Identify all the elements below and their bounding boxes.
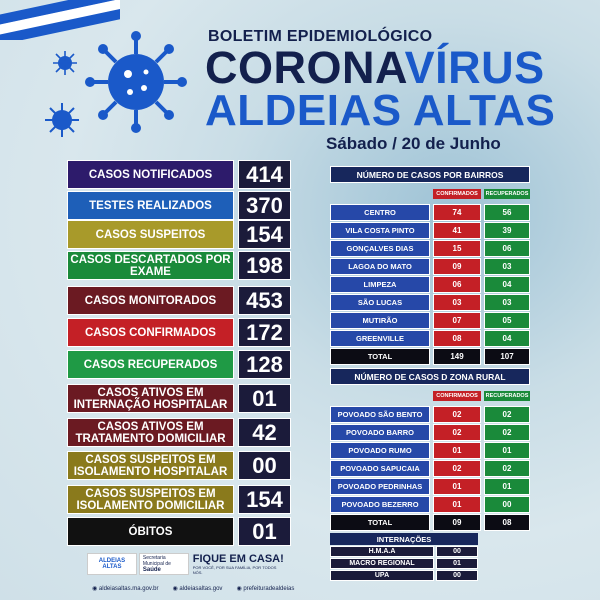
row-name: CENTRO <box>330 204 430 221</box>
stat-value: 154 <box>238 220 291 249</box>
stat-row <box>67 286 291 315</box>
internacao-name: H.M.A.A <box>330 546 434 557</box>
row-recovered: 01 <box>484 442 530 459</box>
total-row <box>330 348 530 365</box>
col-confirmed: CONFIRMADOS <box>433 189 481 199</box>
table-row <box>330 478 530 495</box>
rural-col-headers <box>330 391 530 401</box>
virus-icon-small-top <box>52 50 78 76</box>
stat-value: 154 <box>238 485 291 514</box>
social-links <box>92 585 294 592</box>
row-confirmed: 06 <box>433 276 481 293</box>
internacoes-title: INTERNAÇÕES <box>330 533 478 545</box>
row-confirmed: 15 <box>433 240 481 257</box>
row-confirmed: 01 <box>433 496 481 513</box>
slogan-text: FIQUE EM CASA! <box>192 553 284 565</box>
row-confirmed: 09 <box>433 258 481 275</box>
row-name: VILA COSTA PINTO <box>330 222 430 239</box>
table-row <box>330 222 530 239</box>
row-recovered: 39 <box>484 222 530 239</box>
row-confirmed: 02 <box>433 424 481 441</box>
row-name: GONÇALVES DIAS <box>330 240 430 257</box>
stat-label: CASOS SUSPEITOS EM ISOLAMENTO HOSPITALAR <box>67 451 234 480</box>
row-recovered: 05 <box>484 312 530 329</box>
stat-label: CASOS CONFIRMADOS <box>67 318 234 347</box>
row-recovered: 56 <box>484 204 530 221</box>
row-confirmed: 02 <box>433 406 481 423</box>
stat-label: CASOS SUSPEITOS EM ISOLAMENTO DOMICILIAR <box>67 485 234 514</box>
stat-value: 198 <box>238 251 291 280</box>
table-row <box>330 406 530 423</box>
virus-icon-small-bottom <box>44 102 80 138</box>
row-recovered: 02 <box>484 460 530 477</box>
stat-row <box>67 485 291 514</box>
social-link-2[interactable]: ◉ aldeiasaltas.gov <box>172 586 223 592</box>
row-name: POVOADO SAPUCAIA <box>330 460 430 477</box>
row-name: MUTIRÃO <box>330 312 430 329</box>
slogan-subtext: POR VOCÊ, POR SUA FAMÍLIA, POR TODOS NÓS. <box>192 565 277 575</box>
row-recovered: 04 <box>484 330 530 347</box>
internacoes-rows <box>330 546 478 581</box>
bairros-rows <box>330 204 530 365</box>
table-row <box>330 496 530 513</box>
stat-label: CASOS MONITORADOS <box>67 286 234 315</box>
sec-line2: Municipal de <box>142 561 171 567</box>
row-confirmed: 74 <box>433 204 481 221</box>
bairros-col-headers <box>330 189 530 199</box>
row-name: LAGOA DO MATO <box>330 258 430 275</box>
stat-row <box>67 517 291 546</box>
row-recovered: 01 <box>484 478 530 495</box>
row-confirmed: 07 <box>433 312 481 329</box>
stat-label: TESTES REALIZADOS <box>67 191 234 220</box>
stat-value: 414 <box>238 160 291 189</box>
row-recovered: 00 <box>484 496 530 513</box>
row-name: LIMPEZA <box>330 276 430 293</box>
rural-panel <box>330 368 530 532</box>
social-text-3: prefeituradealdeias <box>243 586 295 592</box>
row-name: TOTAL <box>330 348 430 365</box>
table-row <box>330 424 530 441</box>
row-confirmed: 01 <box>433 442 481 459</box>
sec-line3: Saúde <box>142 567 161 573</box>
bairros-panel <box>330 166 530 366</box>
row-confirmed: 08 <box>433 330 481 347</box>
table-row <box>330 240 530 257</box>
stat-label: CASOS ATIVOS EM TRATAMENTO DOMICILIAR <box>67 418 234 447</box>
bulletin-date: Sábado / 20 de Junho <box>326 134 501 153</box>
row-recovered: 03 <box>484 258 530 275</box>
stat-value: 172 <box>238 318 291 347</box>
social-text-2: aldeiasaltas.gov <box>179 586 223 592</box>
row-confirmed: 01 <box>433 478 481 495</box>
row-recovered: 03 <box>484 294 530 311</box>
stat-label: CASOS ATIVOS EM INTERNAÇÃO HOSPITALAR <box>67 384 234 413</box>
website-link[interactable]: ◉ aldeiasaltas.ma.gov.br <box>92 586 159 592</box>
city-logo <box>87 553 137 575</box>
row-recovered: 08 <box>484 514 530 531</box>
stat-row <box>67 160 291 189</box>
logo-line2: ALTAS <box>102 564 122 570</box>
table-row <box>330 204 530 221</box>
stat-label: CASOS RECUPERADOS <box>67 350 234 379</box>
corona-text: CORONA <box>205 42 405 93</box>
social-link-3[interactable]: ◉ prefeituradealdeias <box>236 586 295 592</box>
bulletin-title: BOLETIM EPIDEMIOLÓGICO <box>208 28 433 45</box>
coronavirus-title <box>205 44 545 92</box>
internacao-value: 00 <box>436 570 478 581</box>
row-confirmed: 149 <box>433 348 481 365</box>
row-name: TOTAL <box>330 514 430 531</box>
city-title: ALDEIAS ALTAS <box>205 86 556 135</box>
table-row <box>330 460 530 477</box>
table-row <box>330 312 530 329</box>
virus-icon-large <box>84 30 188 134</box>
row-recovered: 107 <box>484 348 530 365</box>
logo-line1: ALDEIAS <box>98 558 126 564</box>
table-row <box>330 294 530 311</box>
stat-value: 01 <box>238 517 291 546</box>
stat-label: CASOS DESCARTADOS POR EXAME <box>67 251 234 280</box>
internacao-row <box>330 546 478 557</box>
stay-home-slogan <box>193 553 287 575</box>
rural-rows <box>330 406 530 531</box>
internacao-value: 00 <box>436 546 478 557</box>
stat-value: 370 <box>238 191 291 220</box>
row-name: POVOADO RUMO <box>330 442 430 459</box>
stat-value: 01 <box>238 384 291 413</box>
internacao-name: MACRO REGIONAL <box>330 558 434 569</box>
row-name: POVOADO BEZERRO <box>330 496 430 513</box>
stat-row <box>67 220 291 249</box>
internacao-name: UPA <box>330 570 434 581</box>
stat-label: CASOS NOTIFICADOS <box>67 160 234 189</box>
internacoes-panel <box>330 533 478 581</box>
stat-row <box>67 191 291 220</box>
stat-label: CASOS SUSPEITOS <box>67 220 234 249</box>
row-name: POVOADO SÃO BENTO <box>330 406 430 423</box>
col-confirmed: CONFIRMADOS <box>433 391 481 401</box>
stat-row <box>67 451 291 480</box>
virus-text: VÍRUS <box>404 42 545 93</box>
row-confirmed: 03 <box>433 294 481 311</box>
internacao-row <box>330 558 478 569</box>
stat-value: 42 <box>238 418 291 447</box>
stat-value: 00 <box>238 451 291 480</box>
row-name: POVOADO PEDRINHAS <box>330 478 430 495</box>
col-recovered: RECUPERADOS <box>485 393 529 399</box>
row-name: POVOADO BARRO <box>330 424 430 441</box>
internacao-value: 01 <box>436 558 478 569</box>
stat-value: 453 <box>238 286 291 315</box>
stat-value: 128 <box>238 350 291 379</box>
stat-label: ÓBITOS <box>67 517 234 546</box>
stat-row <box>67 318 291 347</box>
stat-row <box>67 418 291 447</box>
row-recovered: 02 <box>484 424 530 441</box>
bairros-title: NÚMERO DE CASOS POR BAIRROS <box>330 166 530 183</box>
table-row <box>330 330 530 347</box>
row-name: GREENVILLE <box>330 330 430 347</box>
stat-row <box>67 350 291 379</box>
footer-logos <box>87 550 287 578</box>
stat-row <box>67 251 291 280</box>
website-text: aldeiasaltas.ma.gov.br <box>98 586 159 592</box>
row-recovered: 04 <box>484 276 530 293</box>
row-recovered: 06 <box>484 240 530 257</box>
col-recovered: RECUPERADOS <box>485 191 529 197</box>
internacao-row <box>330 570 478 581</box>
row-confirmed: 02 <box>433 460 481 477</box>
row-confirmed: 09 <box>433 514 481 531</box>
stat-row <box>67 384 291 413</box>
row-name: SÃO LUCAS <box>330 294 430 311</box>
health-secretariat-logo <box>139 553 189 575</box>
row-recovered: 02 <box>484 406 530 423</box>
sec-line1: Secretaria <box>142 555 166 561</box>
table-row <box>330 276 530 293</box>
total-row <box>330 514 530 531</box>
table-row <box>330 442 530 459</box>
rural-title: NÚMERO DE CASOS D ZONA RURAL <box>330 368 530 385</box>
table-row <box>330 258 530 275</box>
row-confirmed: 41 <box>433 222 481 239</box>
